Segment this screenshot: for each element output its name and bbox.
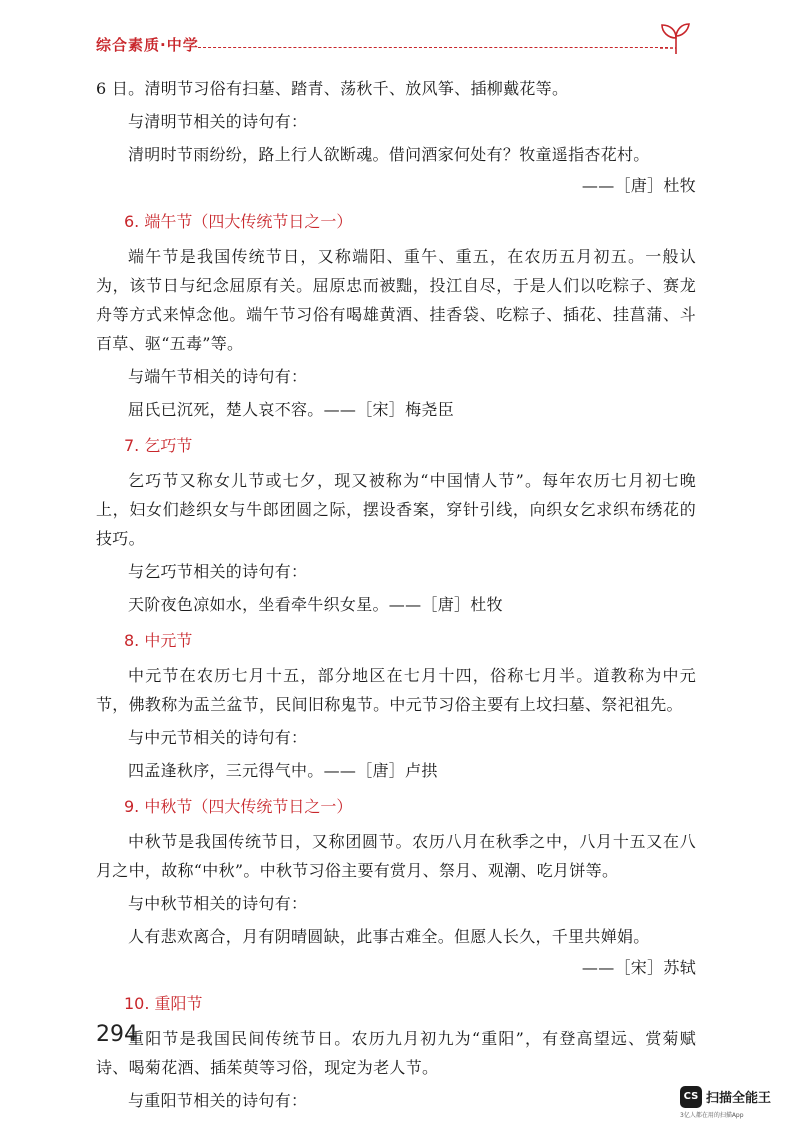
poem-source: ——［唐］杜牧 <box>581 176 696 195</box>
intro-paragraph: 6 日。清明节习俗有扫墓、踏青、荡秋千、放风筝、插柳戴花等。 <box>96 79 569 98</box>
poem-intro: 与中元节相关的诗句有： <box>128 728 308 747</box>
scanner-watermark <box>680 1083 792 1123</box>
sprout-icon <box>656 20 696 56</box>
section-heading-zhongqiu: 9. 中秋节（四大传统节日之一） <box>124 797 353 816</box>
section-heading-qiqiao: 7. 乞巧节 <box>124 436 193 455</box>
poem-line: 清明时节雨纷纷，路上行人欲断魂。借问酒家何处有？牧童遥指杏花村。 <box>128 145 650 164</box>
header-divider <box>198 47 668 48</box>
poem-line: 天阶夜色凉如水，坐看牵牛织女星。——［唐］杜牧 <box>128 595 503 614</box>
section-paragraph: 中元节在农历七月十五，部分地区在七月十四，俗称七月半。道教称为中元节，佛教称为盂兰盆节，民间旧称鬼节。中元节习俗主要有上坟扫墓、祭祀祖先。 <box>96 666 696 714</box>
section-paragraph: 重阳节是我国民间传统节日。农历九月初九为“重阳”，有登高望远、赏菊赋诗、喝菊花酒、插茱萸等习俗，现定为老人节。 <box>96 1029 696 1077</box>
poem-intro: 与端午节相关的诗句有： <box>128 367 308 386</box>
watermark-subtitle: 3亿人都在用的扫描App <box>680 1112 744 1119</box>
poem-source: ——［宋］苏轼 <box>581 958 696 977</box>
poem-intro: 与乞巧节相关的诗句有： <box>128 562 308 581</box>
page-number: 294 <box>96 1022 138 1047</box>
poem-intro: 与清明节相关的诗句有： <box>128 112 308 131</box>
section-heading-zhongyuan: 8. 中元节 <box>124 631 193 650</box>
section-paragraph: 端午节是我国传统节日，又称端阳、重午、重五，在农历五月初五。一般认为，该节日与纪念屈原有关。屈原忠而被黜，投江自尽，于是人们以吃粽子、赛龙舟等方式来悼念他。端午节习俗有喝雄黄酒、挂香袋、吃粽子、插花、挂菖蒲、斗百草、驱“五毒”等。 <box>96 247 696 353</box>
page-content <box>96 74 696 1119</box>
poem-line: 屈氏已沉死，楚人哀不容。——［宋］梅尧臣 <box>128 400 455 419</box>
section-heading-chongyang: 10. 重阳节 <box>124 994 203 1013</box>
section-paragraph: 中秋节是我国传统节日，又称团圆节。农历八月在秋季之中，八月十五又在八月之中，故称“中秋”。中秋节习俗主要有赏月、祭月、观潮、吃月饼等。 <box>96 832 696 880</box>
poem-line: 人有悲欢离合，月有阴晴圆缺，此事古难全。但愿人长久，千里共婵娟。 <box>128 927 650 946</box>
section-heading-duanwu: 6. 端午节（四大传统节日之一） <box>124 212 353 231</box>
section-paragraph: 乞巧节又称女儿节或七夕，现又被称为“中国情人节”。每年农历七月初七晚上，妇女们趁织女与牛郎团圆之际，摆设香案，穿针引线，向织女乞求织布绣花的技巧。 <box>96 471 696 548</box>
camscanner-logo-icon: CS <box>680 1086 702 1108</box>
header-title: 综合素质·中学 <box>96 36 199 54</box>
poem-line: 四孟逢秋序，三元得气中。——［唐］卢拱 <box>128 761 438 780</box>
watermark-title: 扫描全能王 <box>706 1091 772 1106</box>
poem-intro: 与重阳节相关的诗句有： <box>128 1091 308 1110</box>
page-header <box>0 0 800 70</box>
poem-intro: 与中秋节相关的诗句有： <box>128 894 308 913</box>
